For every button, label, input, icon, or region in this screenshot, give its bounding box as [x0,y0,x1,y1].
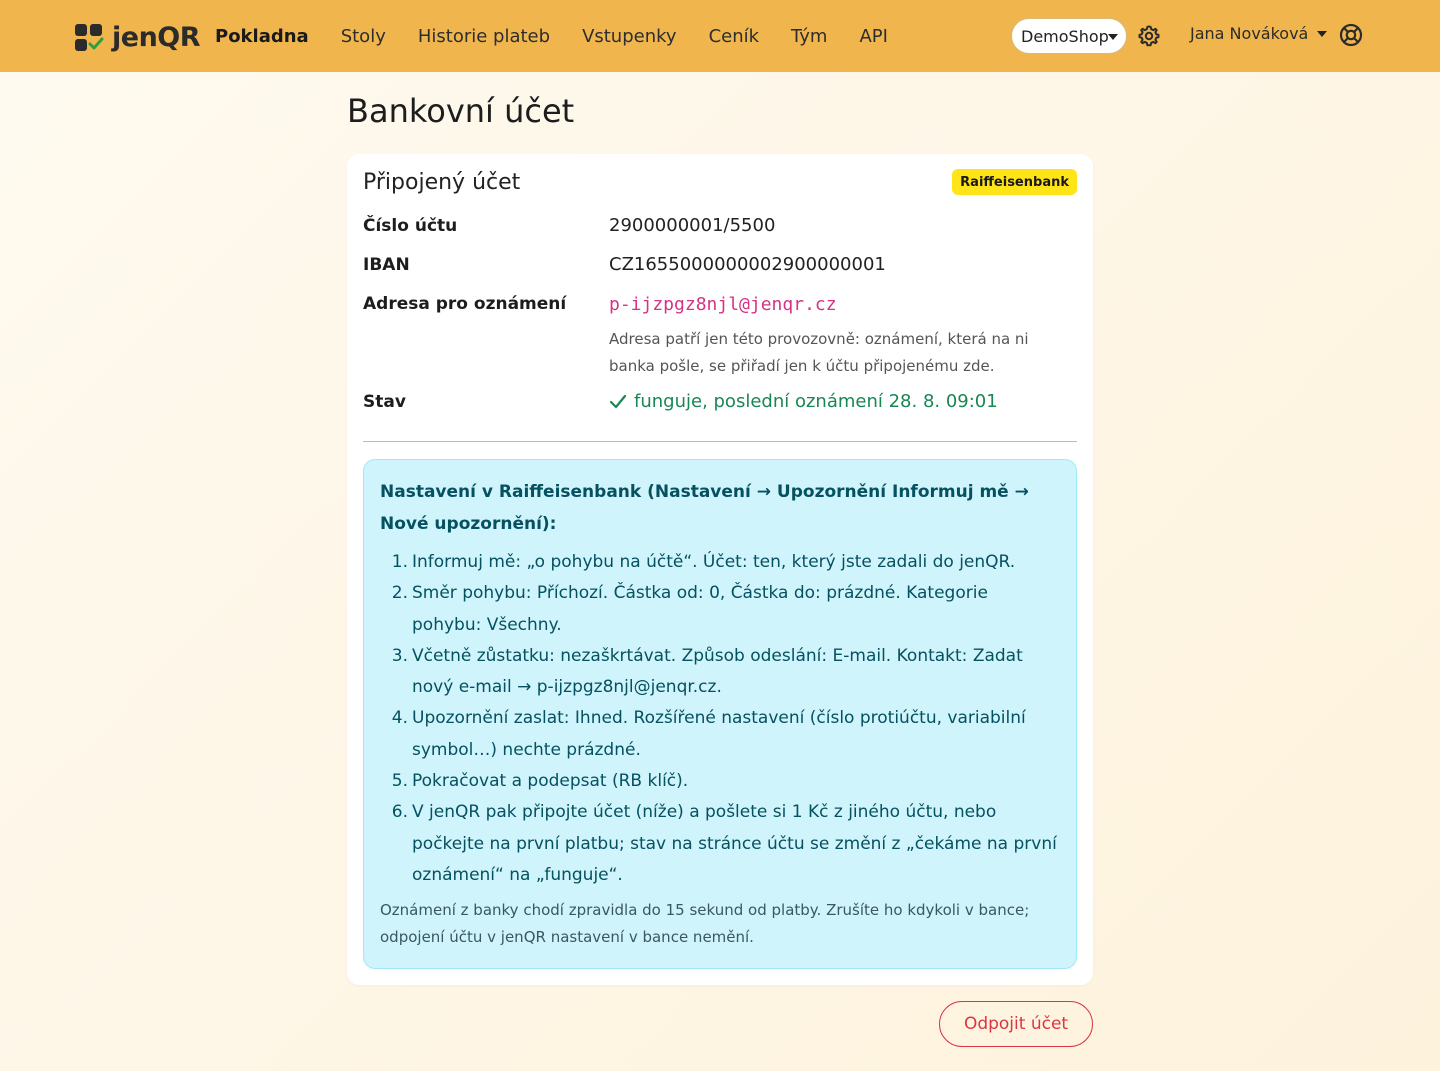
bank-setup-instructions [363,459,1077,969]
lifebuoy-icon[interactable] [1339,23,1363,51]
status-text: funguje, poslední oznámení 28. 8. 09:01 [634,391,998,412]
check-icon [609,394,627,410]
nav-link-historie-plateb[interactable]: Historie plateb [417,25,551,47]
notification-email-hint: Adresa patří jen této provozovně: oznámení, která na ni banka pošle, se přiřadí jen k účtu připojenému zde. [609,330,1029,375]
list-item: 1. Informuj mě: „o pohybu na účtě“. Účet: ten, který jste zadali do jenQR. [391,552,1016,572]
nav-link-stoly[interactable]: Stoly [340,25,386,47]
nav-link-cenik[interactable]: Ceník [708,25,760,47]
shop-select[interactable] [1011,18,1127,54]
notification-email-value: p-ijzpgz8njl@jenqr.cz [609,294,837,315]
main-nav [215,0,920,72]
caret-down-icon [1317,31,1327,37]
disconnect-account-button[interactable]: Odpojit účet [939,1001,1093,1047]
bank-account-card [347,154,1093,985]
qr-check-logo-icon [75,24,102,51]
status-value [609,391,998,412]
iban-value: CZ1655000000002900000001 [609,254,886,275]
nav-link-api[interactable]: API [859,25,888,47]
account-number-label: Číslo účtu [363,216,458,236]
user-name: Jana Nováková [1190,24,1309,43]
account-number-value: 2900000001/5500 [609,215,776,236]
list-item: 3. Včetně zůstatku: nezaškrtávat. Způsob odeslání: E-mail. Kontakt: Zadat nový e-mail → p-ijzpgz8njl@jenqr.cz. [391,645,1023,698]
nav-link-pokladna[interactable]: Pokladna [215,25,309,47]
instructions-footnote: Oznámení z banky chodí zpravidla do 15 sekund od platby. Zrušíte ho kdykoli v bance; odpojení účtu v jenQR nastavení v bance nemění. [380,901,1030,946]
user-menu[interactable] [1190,24,1327,43]
instructions-heading: Nastavení v Raiffeisenbank (Nastavení → Upozornění Informuj mě → Nové upozornění): [380,482,1029,534]
top-navbar [0,0,1440,72]
page-title: Bankovní účet [347,92,575,130]
nav-link-vstupenky[interactable]: Vstupenky [582,25,677,47]
brand-name: jenQR [112,22,201,53]
status-label: Stav [363,392,406,412]
list-item: 4. Upozornění zaslat: Ihned. Rozšířené nastavení (číslo protiúčtu, variabilní symbol…) nechte prázdné. [391,708,1026,760]
instructions-steps [380,547,1060,891]
brand-link[interactable] [75,22,200,53]
divider [363,441,1077,442]
list-item: 6. V jenQR pak připojte účet (níže) a pošlete si 1 Kč z jiného účtu, nebo počkejte na první platbu; stav na stránce účtu se změní z „čekáme na první oznámení“ na „funguje“. [391,802,1057,885]
list-item: 5. Pokračovat a podepsat (RB klíč). [391,771,689,792]
list-item: 2. Směr pohybu: Příchozí. Částka od: 0, Částka do: prázdné. Kategorie pohybu: Všechny. [391,583,988,635]
iban-label: IBAN [363,255,410,275]
gear-icon[interactable] [1137,24,1161,52]
nav-link-tym[interactable]: Tým [791,25,828,47]
bank-badge: Raiffeisenbank [952,169,1077,195]
card-title: Připojený účet [363,170,521,195]
caret-down-icon [1108,34,1118,40]
shop-select-value: DemoShop [1021,26,1109,46]
notification-email-label: Adresa pro oznámení [363,294,567,314]
